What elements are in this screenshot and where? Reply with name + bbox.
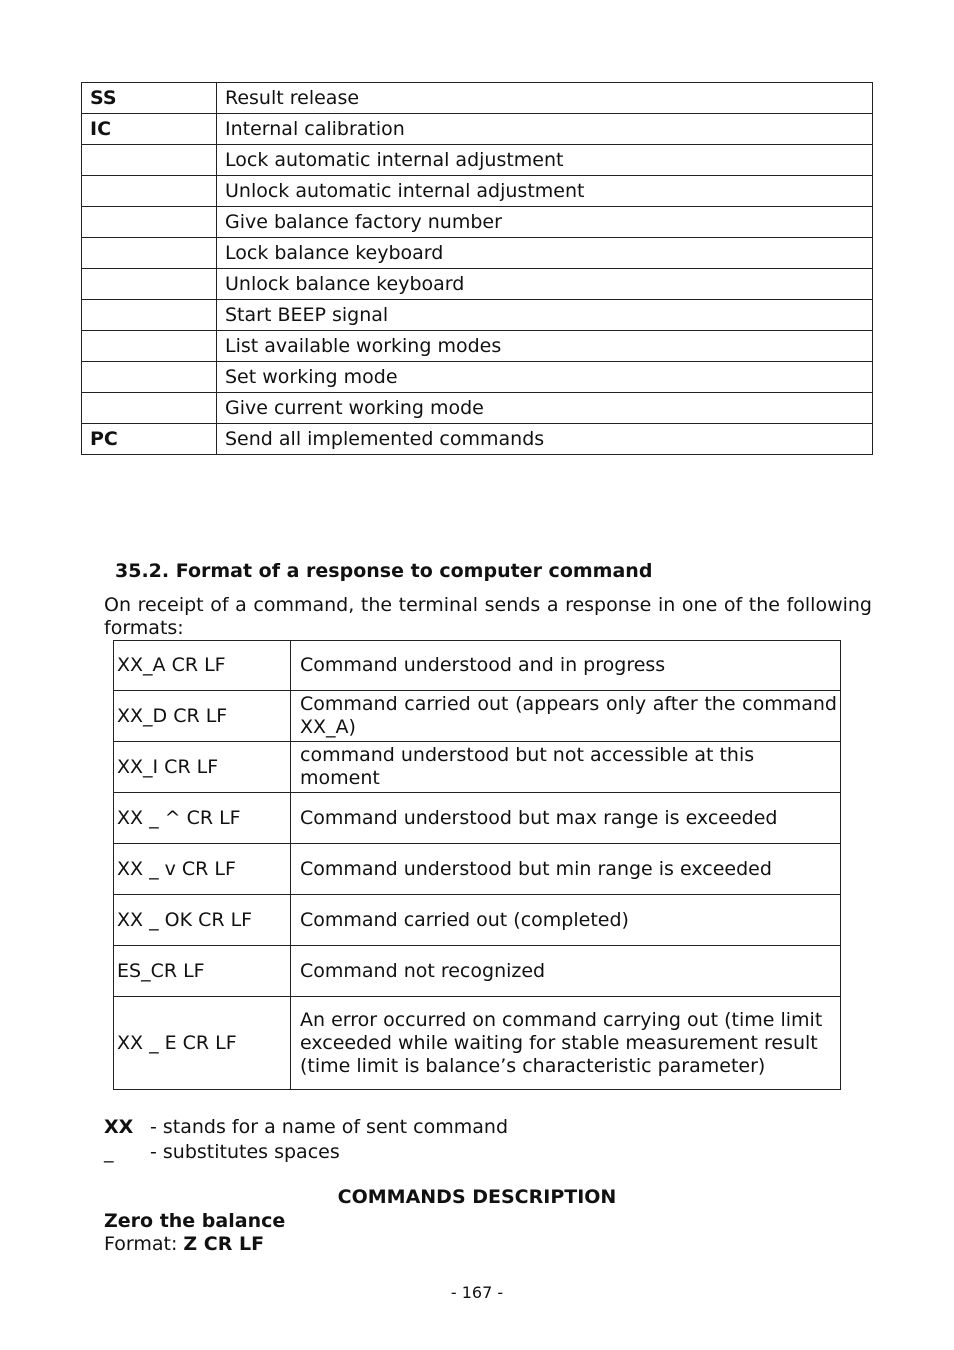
command-description: Lock automatic internal adjustment xyxy=(217,145,873,176)
command-row xyxy=(82,300,873,331)
command-code: IC xyxy=(82,114,217,145)
command-row xyxy=(82,83,873,114)
command-description: List available working modes xyxy=(217,331,873,362)
response-format: XX _ E CR LF xyxy=(114,997,291,1090)
response-row xyxy=(114,997,841,1090)
response-meaning: Command understood but min range is exceeded xyxy=(291,844,841,895)
response-row xyxy=(114,895,841,946)
command-row xyxy=(82,269,873,300)
response-meaning: command understood but not accessible at this moment xyxy=(291,742,841,793)
command-row xyxy=(82,176,873,207)
command-row xyxy=(82,393,873,424)
command-code xyxy=(82,269,217,300)
commands-description-title: COMMANDS DESCRIPTION xyxy=(337,1186,617,1208)
response-row xyxy=(114,691,841,742)
command-row xyxy=(82,331,873,362)
command-description: Unlock automatic internal adjustment xyxy=(217,176,873,207)
legend-key: _ xyxy=(104,1141,114,1163)
command-code xyxy=(82,207,217,238)
section-title: Format of a response to computer command xyxy=(175,560,653,582)
response-format: XX_I CR LF xyxy=(114,742,291,793)
command-description: Set working mode xyxy=(217,362,873,393)
legend-item-xx xyxy=(104,1116,508,1139)
command-code xyxy=(82,300,217,331)
command-code: PC xyxy=(82,424,217,455)
response-meaning: An error occurred on command carrying out (time limit exceeded while waiting for stable measurement result (time limit is balance’s characteristic parameter) xyxy=(291,997,841,1090)
command-row xyxy=(82,207,873,238)
response-meaning: Command carried out (completed) xyxy=(291,895,841,946)
response-row xyxy=(114,946,841,997)
section-number: 35.2. xyxy=(115,560,170,582)
command-code: SS xyxy=(82,83,217,114)
command-row xyxy=(82,114,873,145)
command-description: Result release xyxy=(217,83,873,114)
command-code xyxy=(82,362,217,393)
command-code xyxy=(82,145,217,176)
page-number: - 167 - xyxy=(450,1283,504,1302)
format-label: Format: xyxy=(104,1233,178,1255)
response-row xyxy=(114,793,841,844)
response-row xyxy=(114,742,841,793)
command-code xyxy=(82,393,217,424)
command-description: Send all implemented commands xyxy=(217,424,873,455)
command-description: Give balance factory number xyxy=(217,207,873,238)
command-description: Give current working mode xyxy=(217,393,873,424)
command-row xyxy=(82,362,873,393)
command-code xyxy=(82,176,217,207)
response-meaning: Command not recognized xyxy=(291,946,841,997)
response-format: XX _ ^ CR LF xyxy=(114,793,291,844)
response-meaning: Command carried out (appears only after the command XX_A) xyxy=(291,691,841,742)
command-description: Internal calibration xyxy=(217,114,873,145)
legend-text: - substitutes spaces xyxy=(150,1141,340,1163)
command-row xyxy=(82,238,873,269)
command-code xyxy=(82,331,217,362)
legend-item-underscore xyxy=(104,1141,340,1164)
zero-balance-title: Zero the balance xyxy=(104,1210,286,1232)
legend-key: XX xyxy=(104,1116,134,1138)
format-value: Z CR LF xyxy=(183,1233,265,1255)
command-row xyxy=(82,424,873,455)
section-heading xyxy=(115,560,652,583)
response-row xyxy=(114,641,841,691)
command-description: Unlock balance keyboard xyxy=(217,269,873,300)
command-code xyxy=(82,238,217,269)
response-format-table xyxy=(113,640,841,1090)
response-format: XX _ v CR LF xyxy=(114,844,291,895)
commands-table xyxy=(81,82,873,455)
response-format: XX_A CR LF xyxy=(114,641,291,691)
response-format: XX _ OK CR LF xyxy=(114,895,291,946)
response-meaning: Command understood but max range is exceeded xyxy=(291,793,841,844)
response-format: XX_D CR LF xyxy=(114,691,291,742)
response-meaning: Command understood and in progress xyxy=(291,641,841,691)
command-description: Start BEEP signal xyxy=(217,300,873,331)
response-format: ES_CR LF xyxy=(114,946,291,997)
command-description: Lock balance keyboard xyxy=(217,238,873,269)
response-row xyxy=(114,844,841,895)
section-intro: On receipt of a command, the terminal sends a response in one of the following formats: xyxy=(104,594,872,639)
legend-text: - stands for a name of sent command xyxy=(150,1116,509,1138)
zero-balance-format xyxy=(104,1233,264,1256)
command-row xyxy=(82,145,873,176)
